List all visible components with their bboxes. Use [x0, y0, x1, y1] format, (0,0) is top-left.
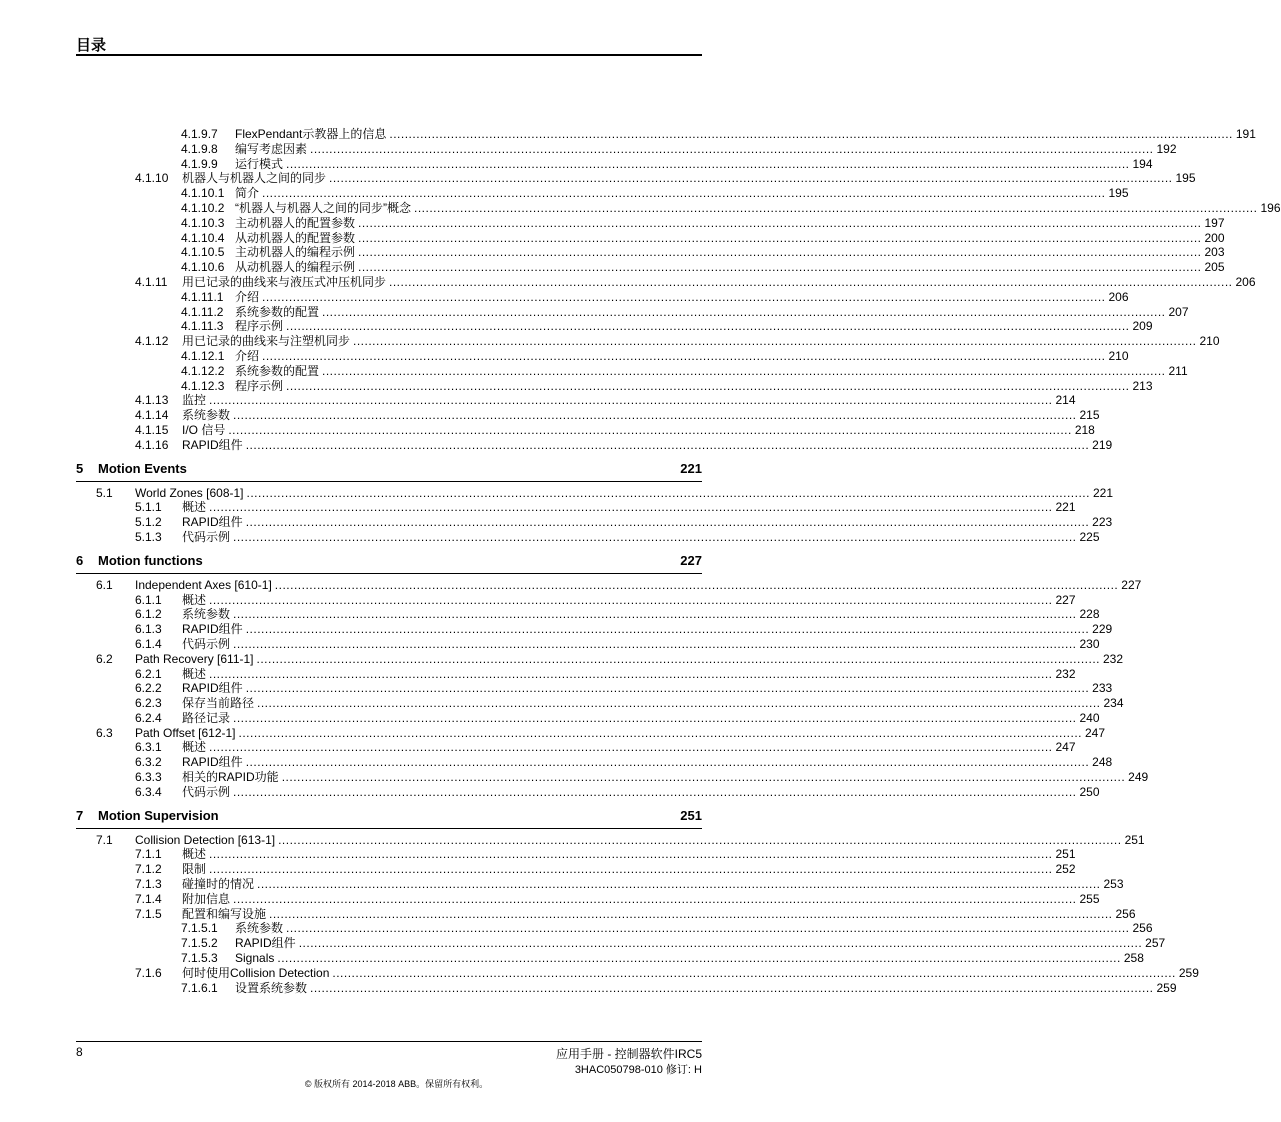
toc-entry-number: 7.1.3	[135, 877, 162, 892]
toc-entry-number: 6.2.2	[135, 681, 162, 696]
dot-leader: ............................................................................................................................................................................................................................	[233, 710, 1077, 725]
toc-entry-number: 5.1.1	[135, 500, 162, 515]
toc-entry[interactable]	[76, 725, 1106, 741]
toc-entry-page: 225	[1079, 529, 1100, 544]
toc-entry[interactable]	[76, 755, 1113, 770]
dot-leader: ............................................................................................................................................................................................................................	[262, 348, 1106, 363]
dot-leader: ............................................................................................................................................................................................................................	[358, 245, 1202, 260]
toc-entry[interactable]	[76, 230, 1225, 246]
toc-entry-page: 232	[1055, 666, 1076, 681]
toc-entry-number: 6.1	[96, 577, 113, 592]
toc-entry-title: 附加信息	[182, 891, 231, 906]
toc-entry-title: 用已记录的曲线来与液压式冲压机同步	[182, 274, 387, 289]
toc-entry[interactable]	[76, 200, 1281, 216]
toc-entry-title: 程序示例	[235, 378, 284, 393]
chapter-number: 6	[76, 552, 84, 568]
toc-entry-title: 用已记录的曲线来与注塑机同步	[182, 334, 351, 349]
toc-entry[interactable]	[76, 319, 1153, 334]
toc-entry-number: 5.1.2	[135, 515, 162, 530]
toc-entry-page: 219	[1092, 437, 1113, 452]
dot-leader: ............................................................................................................................................................................................................................	[257, 696, 1101, 711]
toc-chapter-heading[interactable]	[76, 551, 702, 574]
toc-entry-page: 195	[1175, 171, 1196, 186]
toc-entry-number: 4.1.12.2	[181, 363, 225, 378]
toc-entry-page: 240	[1079, 710, 1100, 725]
toc-entry-page: 194	[1132, 156, 1153, 171]
toc-entry-title: 程序示例	[235, 319, 284, 334]
toc-entry-title: RAPID组件	[182, 681, 243, 696]
toc-entry-page: 247	[1085, 725, 1106, 740]
toc-entry[interactable]	[76, 965, 1199, 981]
toc-entry-number: 4.1.10	[135, 171, 169, 186]
toc-entry-title: 设置系统参数	[235, 980, 308, 995]
page-header-title: 目录	[76, 37, 107, 54]
dot-leader: ............................................................................................................................................................................................................................	[238, 725, 1082, 740]
toc-entry-title: 保存当前路径	[182, 696, 255, 711]
footer-copyright: © 版权所有 2014-2018 ABB。保留所有权利。	[304, 1079, 489, 1089]
dot-leader: ............................................................................................................................................................................................................................	[358, 215, 1202, 230]
toc-entry-number: 6.1.1	[135, 592, 162, 607]
toc-entry-title: RAPID组件	[182, 437, 243, 452]
toc-entry-page: 210	[1108, 348, 1129, 363]
toc-entry-page: 210	[1199, 334, 1220, 349]
toc-entry[interactable]	[76, 127, 1256, 142]
dot-leader: ............................................................................................................................................................................................................................	[332, 965, 1176, 980]
toc-entry[interactable]	[76, 696, 1124, 711]
dot-leader: ............................................................................................................................................................................................................................	[329, 171, 1173, 186]
toc-entry[interactable]	[76, 334, 1220, 349]
chapter-number: 5	[76, 460, 84, 476]
toc-entry-page: 247	[1055, 740, 1076, 755]
toc-entry-number: 7.1.4	[135, 891, 162, 906]
toc-entry-number: 5.1	[96, 485, 113, 500]
dot-leader: ............................................................................................................................................................................................................................	[245, 755, 1090, 770]
dot-leader: ............................................................................................................................................................................................................................	[228, 422, 1072, 437]
toc-entry-page: 259	[1156, 980, 1177, 995]
toc-entry-number: 4.1.11.1	[181, 289, 224, 304]
toc-entry-page: 249	[1128, 770, 1149, 785]
toc-entry-page: 256	[1132, 921, 1153, 936]
dot-leader: ............................................................................................................................................................................................................................	[322, 304, 1166, 319]
chapter-title: Motion Events	[98, 460, 187, 476]
toc-entry[interactable]	[76, 636, 1100, 652]
toc-entry[interactable]	[76, 156, 1153, 172]
toc-entry[interactable]	[76, 980, 1177, 996]
toc-entry-page: 215	[1079, 408, 1100, 423]
toc-entry[interactable]	[76, 891, 1100, 907]
toc-entry[interactable]	[76, 215, 1225, 231]
toc-entry-page: 253	[1103, 877, 1124, 892]
toc-entry-title: RAPID组件	[182, 515, 243, 530]
toc-entry[interactable]	[76, 622, 1113, 637]
table-of-contents	[76, 127, 1281, 995]
footer-doc-title: 应用手册 - 控制器软件IRC5	[555, 1047, 702, 1061]
toc-entry-page: 259	[1178, 965, 1199, 980]
toc-entry-page: 233	[1092, 681, 1113, 696]
toc-entry[interactable]	[76, 651, 1124, 667]
toc-entry-title: 路径记录	[182, 710, 231, 725]
toc-entry-title: Collision Detection [613-1]	[135, 832, 276, 847]
toc-entry-title: World Zones [608-1]	[135, 485, 244, 500]
toc-entry-title: I/O 信号	[182, 422, 226, 437]
toc-entry-page: 250	[1079, 784, 1100, 799]
dot-leader: ............................................................................................................................................................................................................................	[209, 862, 1053, 877]
toc-entry-title: 系统参数	[235, 921, 284, 936]
toc-entry-title: 代码示例	[182, 636, 231, 651]
toc-entry-title: 系统参数的配置	[235, 363, 320, 378]
toc-entry-number: 6.1.4	[135, 636, 162, 651]
toc-entry-title: “机器人与机器人之间的同步”概念	[235, 200, 411, 215]
toc-entry-title: 概述	[182, 847, 207, 862]
toc-entry-page: 229	[1092, 622, 1113, 637]
toc-entry-title: 碰撞时的情况	[182, 877, 255, 892]
toc-entry[interactable]	[76, 500, 1076, 515]
toc-entry-title: 介绍	[235, 289, 260, 304]
toc-entry-title: Path Recovery [611-1]	[135, 651, 254, 666]
toc-entry-title: 限制	[182, 862, 207, 877]
toc-entry-title: FlexPendant示教器上的信息	[235, 127, 387, 141]
dot-leader: ............................................................................................................................................................................................................................	[233, 607, 1077, 622]
toc-entry-title: 相关的RAPID功能	[182, 770, 279, 785]
toc-entry[interactable]	[76, 877, 1124, 892]
toc-entry-page: 258	[1123, 951, 1144, 966]
toc-entry[interactable]	[76, 378, 1153, 394]
toc-entry-page: 251	[1124, 832, 1145, 847]
toc-entry-page: 195	[1108, 186, 1129, 201]
toc-entry[interactable]	[76, 141, 1177, 157]
toc-entry-page: 203	[1204, 245, 1225, 260]
toc-entry[interactable]	[76, 186, 1129, 201]
toc-entry[interactable]	[76, 363, 1188, 379]
toc-entry-number: 4.1.14	[135, 408, 169, 423]
toc-entry-number: 6.3.2	[135, 755, 162, 770]
toc-entry-page: 248	[1092, 755, 1113, 770]
toc-entry-number: 4.1.12	[135, 334, 169, 349]
toc-entry[interactable]	[76, 529, 1100, 545]
dot-leader: ............................................................................................................................................................................................................................	[389, 274, 1233, 289]
toc-entry-number: 4.1.11	[135, 274, 168, 289]
toc-entry-title: 系统参数的配置	[235, 304, 320, 319]
toc-entry-page: 197	[1204, 215, 1225, 230]
toc-entry-number: 6.2.1	[135, 666, 162, 681]
header-rule	[76, 54, 702, 56]
dot-leader: ............................................................................................................................................................................................................................	[209, 500, 1053, 515]
toc-entry-page: 213	[1132, 378, 1153, 393]
toc-entry-page: 234	[1103, 696, 1124, 711]
toc-entry-title: 从动机器人的配置参数	[235, 230, 356, 245]
toc-entry-page: 255	[1079, 891, 1100, 906]
toc-entry-title: 主动机器人的配置参数	[235, 215, 356, 230]
toc-entry-number: 4.1.12.1	[181, 348, 225, 363]
toc-entry[interactable]	[76, 862, 1076, 877]
toc-entry-title: 系统参数	[182, 408, 231, 423]
dot-leader: ............................................................................................................................................................................................................................	[262, 186, 1106, 201]
toc-entry-page: 227	[1121, 577, 1142, 592]
toc-entry-title: 简介	[235, 186, 260, 201]
dot-leader: ............................................................................................................................................................................................................................	[257, 877, 1101, 892]
toc-entry-page: 228	[1079, 607, 1100, 622]
toc-entry-number: 4.1.13	[135, 393, 169, 408]
toc-entry-number: 4.1.10.5	[181, 245, 225, 260]
toc-entry[interactable]	[76, 408, 1100, 423]
toc-entry-number: 7.1.5.1	[181, 921, 218, 936]
dot-leader: ............................................................................................................................................................................................................................	[233, 529, 1077, 544]
toc-entry-number: 6.2.4	[135, 710, 162, 725]
dot-leader: ............................................................................................................................................................................................................................	[233, 891, 1077, 906]
toc-entry-page: 232	[1103, 651, 1124, 666]
dot-leader: ............................................................................................................................................................................................................................	[389, 127, 1233, 141]
toc-entry-title: 介绍	[235, 348, 260, 363]
toc-entry-page: 256	[1115, 906, 1136, 921]
dot-leader: ............................................................................................................................................................................................................................	[209, 592, 1053, 607]
dot-leader: ............................................................................................................................................................................................................................	[286, 319, 1130, 334]
dot-leader: ............................................................................................................................................................................................................................	[245, 622, 1090, 637]
dot-leader: ............................................................................................................................................................................................................................	[286, 378, 1130, 393]
toc-entry-title: 概述	[182, 592, 207, 607]
toc-entry-page: 211	[1168, 363, 1188, 378]
toc-entry-number: 5.1.3	[135, 529, 162, 544]
toc-entry[interactable]	[76, 304, 1189, 320]
toc-entry[interactable]	[76, 921, 1153, 936]
toc-entry[interactable]	[76, 393, 1076, 408]
dot-leader: ............................................................................................................................................................................................................................	[358, 260, 1202, 275]
chapter-page: 251	[680, 807, 702, 823]
dot-leader: ............................................................................................................................................................................................................................	[233, 408, 1077, 423]
toc-entry-number: 4.1.12.3	[181, 378, 225, 393]
dot-leader: ............................................................................................................................................................................................................................	[245, 437, 1090, 452]
dot-leader: ............................................................................................................................................................................................................................	[310, 980, 1154, 995]
toc-entry-page: 205	[1204, 260, 1225, 275]
toc-entry-title: RAPID组件	[182, 622, 243, 637]
toc-entry-number: 4.1.10.4	[181, 230, 225, 245]
toc-entry-page: 251	[1055, 847, 1076, 862]
toc-entry-page: 200	[1204, 230, 1225, 245]
dot-leader: ............................................................................................................................................................................................................................	[286, 921, 1130, 936]
toc-entry-title: 从动机器人的编程示例	[235, 260, 356, 275]
toc-entry-number: 6.2	[96, 651, 113, 666]
toc-entry-number: 4.1.10.3	[181, 215, 225, 230]
dot-leader: ............................................................................................................................................................................................................................	[353, 334, 1197, 349]
toc-entry-title: 系统参数	[182, 607, 231, 622]
toc-entry-page: 206	[1108, 289, 1129, 304]
toc-entry[interactable]	[76, 515, 1113, 530]
toc-entry-number: 7.1.5.2	[181, 936, 218, 951]
toc-entry-number: 4.1.9.7	[181, 127, 218, 141]
toc-entry-page: 218	[1074, 422, 1095, 437]
dot-leader: ............................................................................................................................................................................................................................	[245, 681, 1090, 696]
dot-leader: ............................................................................................................................................................................................................................	[209, 847, 1053, 862]
dot-leader: ............................................................................................................................................................................................................................	[298, 936, 1143, 951]
toc-entry-number: 4.1.10.1	[181, 186, 225, 201]
toc-entry[interactable]	[76, 260, 1225, 275]
dot-leader: ............................................................................................................................................................................................................................	[256, 651, 1100, 666]
toc-entry[interactable]	[76, 951, 1144, 966]
toc-entry-page: 209	[1132, 319, 1153, 334]
dot-leader: ............................................................................................................................................................................................................................	[281, 770, 1126, 785]
toc-entry-page: 257	[1145, 936, 1166, 951]
toc-entry-title: Path Offset [612-1]	[135, 725, 236, 740]
footer-doc-id: 3HAC050798-010 修订: H	[574, 1064, 702, 1076]
toc-entry[interactable]	[76, 485, 1114, 501]
toc-entry-title: 何时使用Collision Detection	[182, 965, 330, 980]
toc-entry[interactable]	[76, 710, 1100, 726]
dot-leader: ............................................................................................................................................................................................................................	[209, 666, 1053, 681]
toc-entry-number: 7.1	[96, 832, 113, 847]
toc-entry-number: 7.1.5.3	[181, 951, 218, 966]
toc-entry[interactable]	[76, 847, 1076, 862]
toc-entry-number: 7.1.2	[135, 862, 162, 877]
toc-entry-page: 207	[1168, 304, 1189, 319]
toc-entry[interactable]	[76, 832, 1145, 848]
toc-entry-page: 191	[1235, 127, 1256, 141]
toc-entry[interactable]	[76, 274, 1256, 290]
chapter-title: Motion Supervision	[98, 807, 219, 823]
toc-entry[interactable]	[76, 784, 1100, 800]
toc-entry[interactable]	[76, 770, 1149, 785]
toc-entry-page: 196	[1260, 200, 1281, 215]
dot-leader: ............................................................................................................................................................................................................................	[286, 156, 1130, 171]
toc-entry-title: 主动机器人的编程示例	[235, 245, 356, 260]
toc-entry[interactable]	[76, 666, 1076, 682]
dot-leader: ............................................................................................................................................................................................................................	[269, 906, 1113, 921]
toc-entry-title: 概述	[182, 666, 207, 681]
toc-entry-title: 配置和编写设施	[182, 906, 267, 921]
toc-entry-title: 概述	[182, 740, 207, 755]
dot-leader: ............................................................................................................................................................................................................................	[274, 577, 1119, 592]
toc-entry-number: 4.1.16	[135, 437, 169, 452]
toc-entry-number: 7.1.6.1	[181, 980, 218, 995]
toc-entry-page: 227	[1055, 592, 1076, 607]
toc-entry-title: 代码示例	[182, 784, 231, 799]
toc-entry-number: 4.1.10.6	[181, 260, 225, 275]
toc-chapter-heading[interactable]	[76, 806, 702, 829]
toc-entry-title: Independent Axes [610-1]	[135, 577, 272, 592]
dot-leader: ............................................................................................................................................................................................................................	[209, 740, 1053, 755]
toc-entry[interactable]	[76, 592, 1076, 608]
dot-leader: ............................................................................................................................................................................................................................	[414, 200, 1258, 215]
toc-entry-title: RAPID组件	[235, 936, 296, 951]
toc-entry-number: 6.1.2	[135, 607, 162, 622]
dot-leader: ............................................................................................................................................................................................................................	[209, 393, 1053, 408]
toc-entry-number: 7.1.6	[135, 965, 162, 980]
toc-entry[interactable]	[76, 936, 1166, 951]
toc-entry-page: 206	[1235, 274, 1256, 289]
toc-entry-title: RAPID组件	[182, 755, 243, 770]
toc-entry-number: 6.1.3	[135, 622, 162, 637]
toc-entry-page: 223	[1092, 515, 1113, 530]
toc-entry-number: 6.3.4	[135, 784, 162, 799]
toc-entry[interactable]	[76, 577, 1142, 593]
toc-entry-number: 4.1.15	[135, 422, 169, 437]
toc-entry-title: 监控	[182, 393, 207, 408]
toc-entry-number: 6.2.3	[135, 696, 162, 711]
toc-entry[interactable]	[76, 681, 1113, 696]
toc-entry-number: 4.1.9.9	[181, 156, 218, 171]
toc-entry-page: 221	[1055, 500, 1076, 515]
footer-page-number: 8	[76, 1045, 83, 1059]
toc-entry-page: 230	[1079, 636, 1100, 651]
dot-leader: ............................................................................................................................................................................................................................	[233, 784, 1077, 799]
toc-entry-number: 6.3.1	[135, 740, 162, 755]
toc-entry-title: 机器人与机器人之间的同步	[182, 171, 327, 186]
dot-leader: ............................................................................................................................................................................................................................	[233, 636, 1077, 651]
footer-rule	[76, 1041, 702, 1042]
toc-entry-page: 214	[1055, 393, 1076, 408]
toc-entry[interactable]	[76, 289, 1129, 305]
toc-entry-number: 6.3.3	[135, 770, 162, 785]
dot-leader: ............................................................................................................................................................................................................................	[310, 141, 1154, 156]
chapter-page: 221	[680, 460, 702, 476]
toc-entry[interactable]	[76, 422, 1095, 438]
dot-leader: ............................................................................................................................................................................................................................	[262, 289, 1106, 304]
toc-entry[interactable]	[76, 348, 1129, 364]
toc-entry-number: 4.1.9.8	[181, 141, 218, 156]
toc-entry-title: 代码示例	[182, 529, 231, 544]
toc-entry-title: 概述	[182, 500, 207, 515]
toc-entry-title: 编写考虑因素	[235, 141, 308, 156]
toc-entry-number: 4.1.11.3	[181, 319, 224, 334]
chapter-title: Motion functions	[98, 552, 203, 568]
dot-leader: ............................................................................................................................................................................................................................	[277, 951, 1121, 966]
toc-chapter-heading[interactable]	[76, 459, 702, 482]
chapter-number: 7	[76, 807, 84, 823]
toc-entry[interactable]	[76, 906, 1136, 922]
toc-entry[interactable]	[76, 607, 1100, 622]
toc-entry[interactable]	[76, 740, 1076, 755]
toc-entry-number: 7.1.1	[135, 847, 162, 862]
dot-leader: ............................................................................................................................................................................................................................	[322, 363, 1166, 378]
dot-leader: ............................................................................................................................................................................................................................	[246, 485, 1090, 500]
toc-entry-page: 252	[1055, 862, 1076, 877]
toc-entry[interactable]	[76, 437, 1113, 453]
chapter-page: 227	[680, 552, 702, 568]
dot-leader: ............................................................................................................................................................................................................................	[245, 515, 1090, 530]
toc-entry[interactable]	[76, 245, 1225, 260]
toc-entry-number: 4.1.11.2	[181, 304, 224, 319]
toc-entry-number: 4.1.10.2	[181, 200, 225, 215]
toc-entry[interactable]	[76, 171, 1196, 186]
toc-entry-page: 221	[1092, 485, 1114, 500]
toc-entry-number: 7.1.5	[135, 906, 162, 921]
toc-entry-title: Signals	[235, 951, 275, 966]
toc-entry-page: 192	[1156, 141, 1177, 156]
dot-leader: ............................................................................................................................................................................................................................	[278, 832, 1122, 847]
toc-entry-number: 6.3	[96, 725, 113, 740]
toc-entry-title: 运行模式	[235, 156, 284, 171]
dot-leader: ............................................................................................................................................................................................................................	[358, 230, 1202, 245]
